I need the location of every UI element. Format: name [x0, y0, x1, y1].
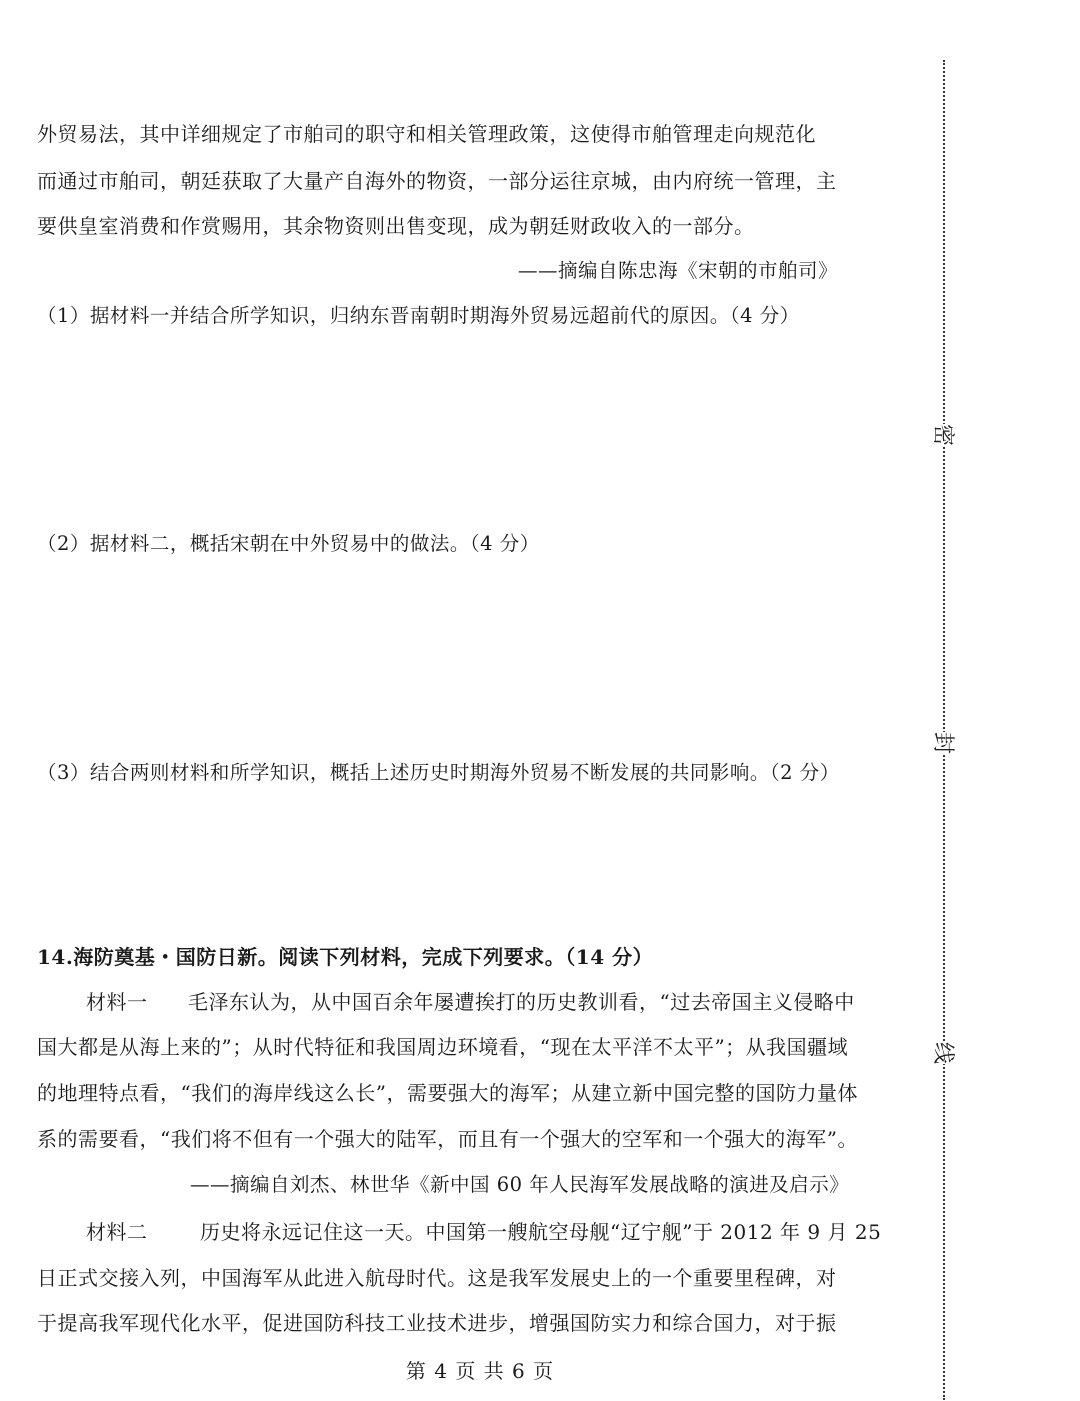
material-2-line-2: 日正式交接入列，中国海军从此进入航母时代。这是我军发展史上的一个重要里程碑，对	[37, 1266, 837, 1290]
question-2: （2）据材料二，概括宋朝在中外贸易中的做法。（4 分）	[37, 532, 540, 555]
question-3: （3）结合两则材料和所学知识，概括上述历史时期海外贸易不断发展的共同影响。（2 分）	[37, 761, 840, 784]
binding-mark-line: 线	[927, 1042, 957, 1064]
material-line-2: 而通过市舶司，朝廷获取了大量产自海外的物资，一部分运往京城，由内府统一管理，主	[37, 169, 837, 193]
question-1: （1）据材料一并结合所学知识，归纳东晋南朝时期海外贸易远超前代的原因。（4 分）	[37, 304, 800, 327]
material-2-text-1: 历史将永远记住这一天。中国第一艘航空母舰“辽宁舰”于 2012 年 9 月 25	[200, 1220, 882, 1244]
material-one-source: ——摘编自陈忠海《宋朝的市舶司》	[518, 259, 839, 282]
material-1-text-1: 毛泽东认为，从中国百余年屡遭挨打的历史教训看，“过去帝国主义侵略中	[188, 990, 855, 1014]
material-1-line-3: 的地理特点看，“我们的海岸线这么长”，需要强大的海军；从建立新中国完整的国防力量体	[37, 1081, 858, 1105]
material-1-line-2: 国大都是从海上来的”；从时代特征和我国周边环境看，“现在太平洋不太平”；从我国疆域	[37, 1035, 849, 1059]
binding-dotted-line	[943, 60, 945, 1400]
page-footer: 第 4 页 共 6 页	[405, 1359, 555, 1383]
material-line-1: 外贸易法，其中详细规定了市舶司的职守和相关管理政策，这使得市舶管理走向规范化	[37, 122, 816, 146]
material-1-label: 材料一	[86, 990, 148, 1014]
binding-mark-close: 封	[927, 732, 957, 754]
material-2-line-3: 于提高我军现代化水平，促进国防科技工业技术进步，增强国防实力和综合国力，对于振	[37, 1311, 837, 1335]
material-1-source: ——摘编自刘杰、林世华《新中国 60 年人民海军发展战略的演进及启示》	[190, 1173, 850, 1196]
question-14-title: 14.海防奠基・国防日新。阅读下列材料，完成下列要求。（14 分）	[37, 945, 654, 969]
material-2-label: 材料二	[86, 1220, 148, 1244]
binding-mark-seal: 密	[927, 424, 957, 446]
material-line-3: 要供皇室消费和作赏赐用，其余物资则出售变现，成为朝廷财政收入的一部分。	[37, 214, 755, 238]
material-1-line-4: 系的需要看，“我们将不但有一个强大的陆军，而且有一个强大的空军和一个强大的海军”。	[37, 1127, 858, 1151]
